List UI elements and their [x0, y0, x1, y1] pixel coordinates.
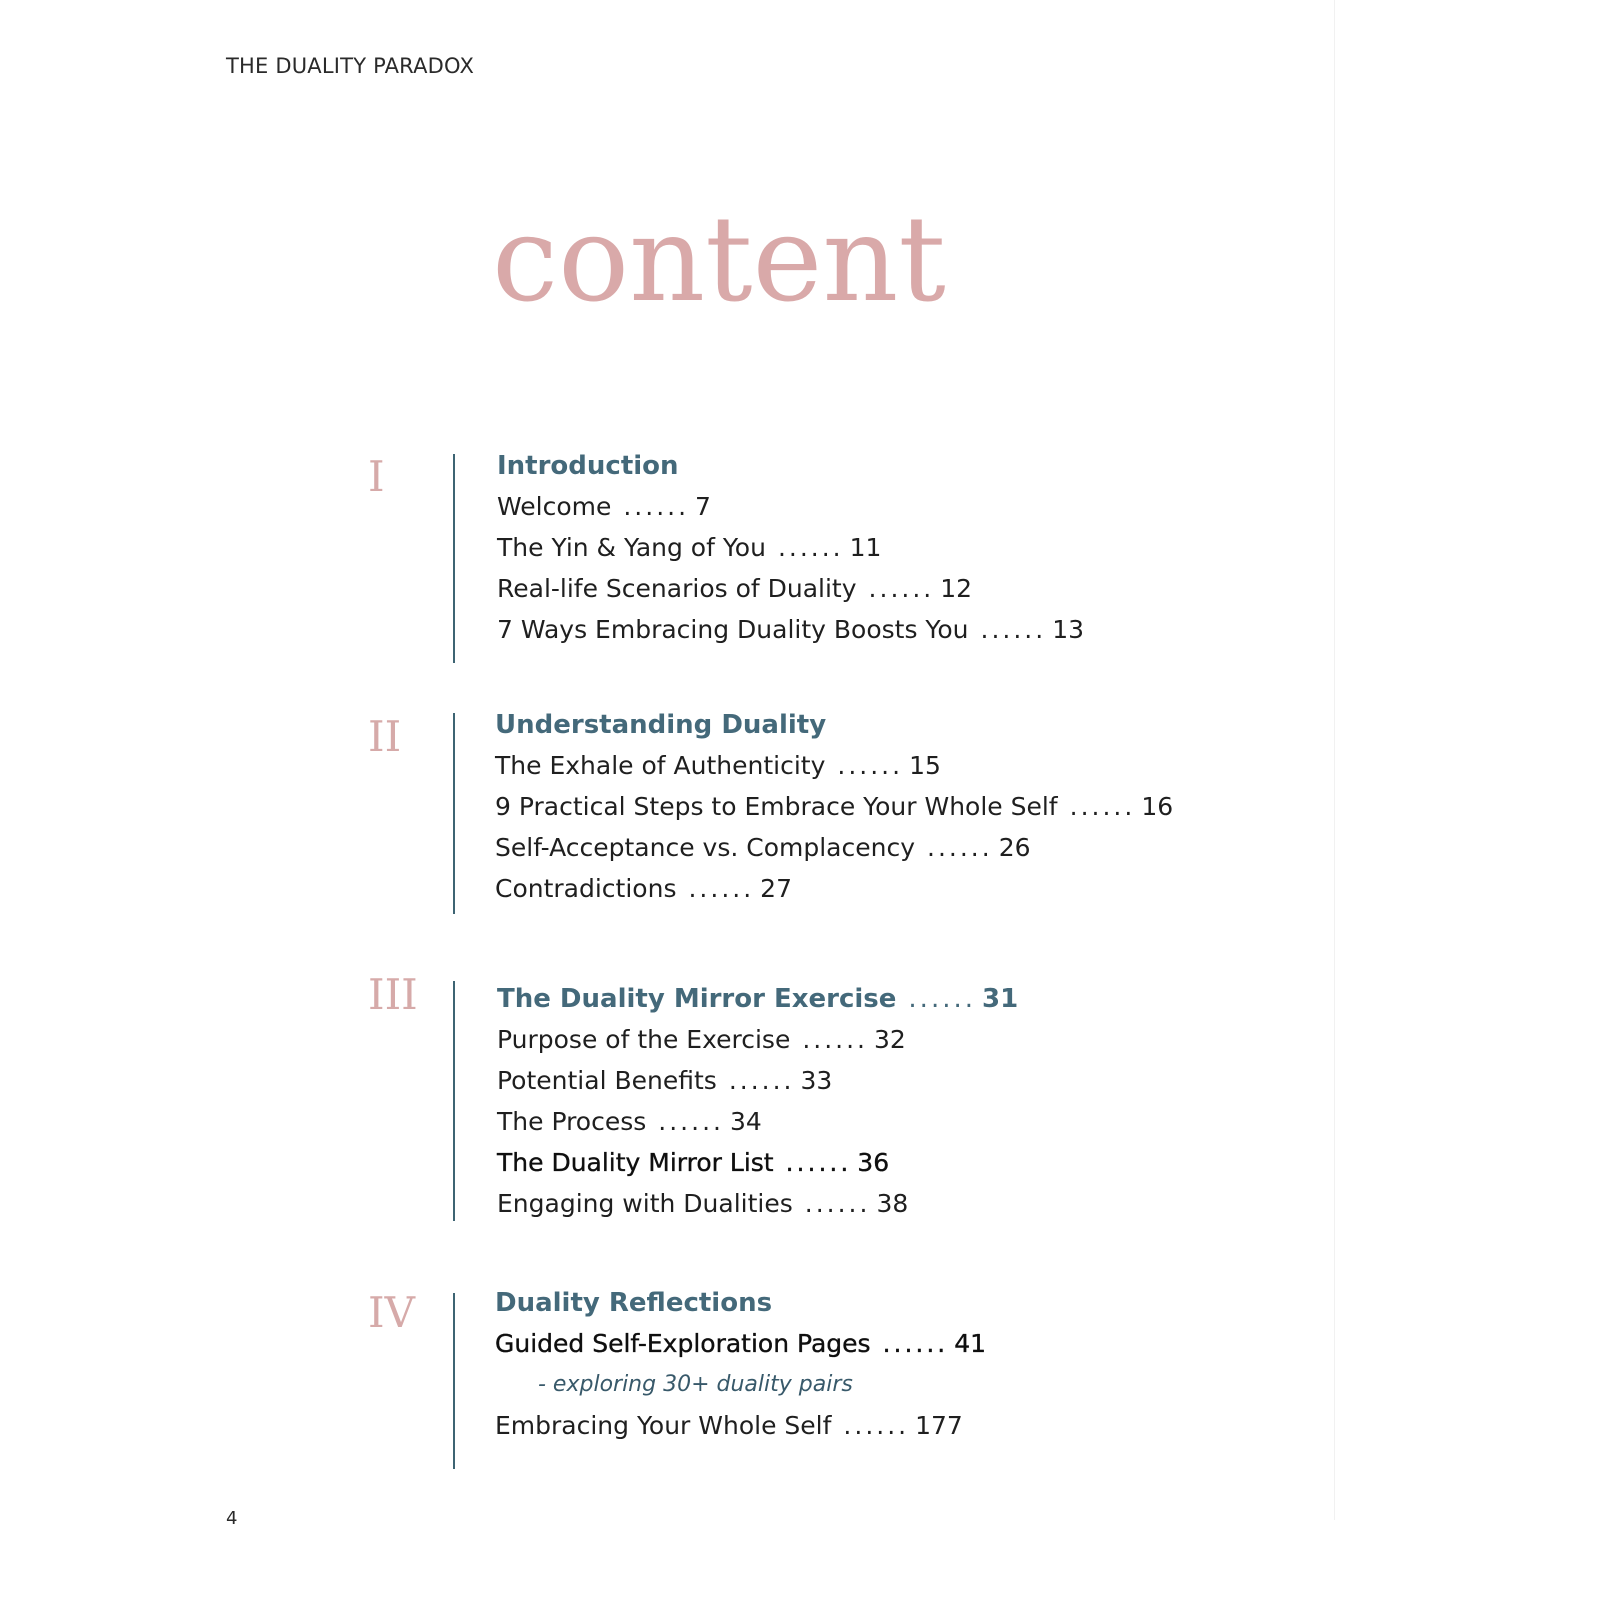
toc-entry-label: Self-Acceptance vs. Complacency [495, 833, 916, 862]
toc-entry[interactable] [497, 1060, 1018, 1101]
toc-entry-page: 13 [1052, 615, 1085, 644]
section-heading-label: The Duality Mirror Exercise [497, 984, 897, 1014]
page-title: content [492, 190, 946, 328]
toc-entry-label: 7 Ways Embracing Duality Boosts You [497, 615, 969, 644]
toc-entry-page: 15 [909, 751, 941, 780]
toc-leader: ...... [882, 1329, 949, 1358]
toc-entry-label: Welcome [497, 492, 612, 521]
section-rule [453, 454, 455, 663]
toc-entry-page: 41 [954, 1329, 987, 1358]
toc-entry[interactable] [495, 786, 1173, 827]
toc-entry[interactable] [497, 609, 1084, 650]
toc-entry-page: 7 [695, 492, 711, 521]
toc-entry[interactable] [497, 1142, 1018, 1183]
toc-leader: ...... [804, 1189, 871, 1218]
section-entries [497, 446, 1084, 650]
toc-entry-label: Engaging with Dualities [497, 1189, 793, 1218]
toc-entry[interactable] [495, 1323, 986, 1364]
toc-leader: ...... [785, 1148, 852, 1177]
toc-leader: ...... [1069, 792, 1136, 821]
toc-leader: ...... [908, 984, 977, 1014]
toc-leader: ...... [802, 1025, 869, 1054]
toc-leader: ...... [777, 533, 844, 562]
toc-entry[interactable] [497, 1101, 1018, 1142]
section-numeral: II [368, 712, 402, 761]
page-edge-divider [1334, 0, 1335, 1520]
toc-entry[interactable] [497, 1183, 1018, 1224]
section-numeral: III [368, 970, 418, 1019]
section-numeral: IV [368, 1288, 415, 1337]
section-rule [453, 713, 455, 914]
toc-entry[interactable] [495, 745, 1173, 786]
toc-entry[interactable] [497, 527, 1084, 568]
toc-leader: ...... [728, 1066, 795, 1095]
toc-entry-page: 36 [857, 1148, 890, 1177]
running-header: THE DUALITY PARADOX [226, 54, 475, 78]
toc-leader: ...... [658, 1107, 724, 1136]
toc-entry-label: 9 Practical Steps to Embrace Your Whole Self [495, 792, 1058, 821]
toc-entry-page: 34 [729, 1107, 762, 1136]
toc-entry-page: 26 [998, 833, 1031, 862]
toc-leader: ...... [927, 833, 993, 862]
section-rule [453, 981, 455, 1221]
toc-entry-page: 177 [915, 1411, 963, 1440]
toc-entry[interactable] [495, 827, 1173, 868]
toc-entry-label: Potential Benefits [497, 1066, 717, 1095]
toc-entry[interactable] [497, 486, 1084, 527]
toc-entry-label: Purpose of the Exercise [497, 1025, 791, 1054]
toc-entry-page: 33 [800, 1066, 833, 1095]
toc-entry-label: The Yin & Yang of You [497, 533, 766, 562]
toc-entry-page: 16 [1141, 792, 1174, 821]
toc-entry[interactable] [495, 868, 1173, 909]
toc-entry-subnote: - exploring 30+ duality pairs [538, 1372, 853, 1397]
toc-leader: ...... [843, 1411, 910, 1440]
toc-entry[interactable] [497, 568, 1084, 609]
toc-leader: ...... [980, 615, 1047, 644]
section-entries [497, 979, 1018, 1224]
toc-entry-label: Contradictions [495, 874, 677, 903]
toc-entry[interactable] [495, 1405, 986, 1446]
section-entries [495, 1283, 986, 1446]
toc-entry-page: 32 [874, 1025, 906, 1054]
toc-entry-page: 38 [876, 1189, 909, 1218]
section-numeral: I [368, 452, 385, 501]
toc-entry-page: 11 [849, 533, 882, 562]
section-entries [495, 705, 1173, 909]
toc-entry[interactable] [497, 1019, 1018, 1060]
section-heading[interactable] [497, 979, 1018, 1019]
toc-entry-label: The Exhale of Authenticity [495, 751, 826, 780]
toc-entry-label: The Process [497, 1107, 647, 1136]
toc-leader: ...... [623, 492, 690, 521]
page-number: 4 [226, 1508, 238, 1529]
toc-leader: ...... [688, 874, 755, 903]
toc-entry-label: The Duality Mirror List [497, 1148, 774, 1177]
toc-entry-label: Guided Self-Exploration Pages [495, 1329, 871, 1358]
section-rule [453, 1293, 455, 1469]
section-heading[interactable]: Duality Reflections [495, 1288, 773, 1318]
toc-leader: ...... [868, 574, 935, 603]
toc-entry-label: Embracing Your Whole Self [495, 1411, 832, 1440]
toc-leader: ...... [837, 751, 904, 780]
section-heading[interactable]: Introduction [497, 451, 679, 481]
section-heading-page: 31 [982, 984, 1019, 1014]
toc-entry-page: 12 [940, 574, 973, 603]
toc-entry-label: Real-life Scenarios of Duality [497, 574, 857, 603]
section-heading[interactable]: Understanding Duality [495, 710, 827, 740]
toc-entry-page: 27 [760, 874, 792, 903]
